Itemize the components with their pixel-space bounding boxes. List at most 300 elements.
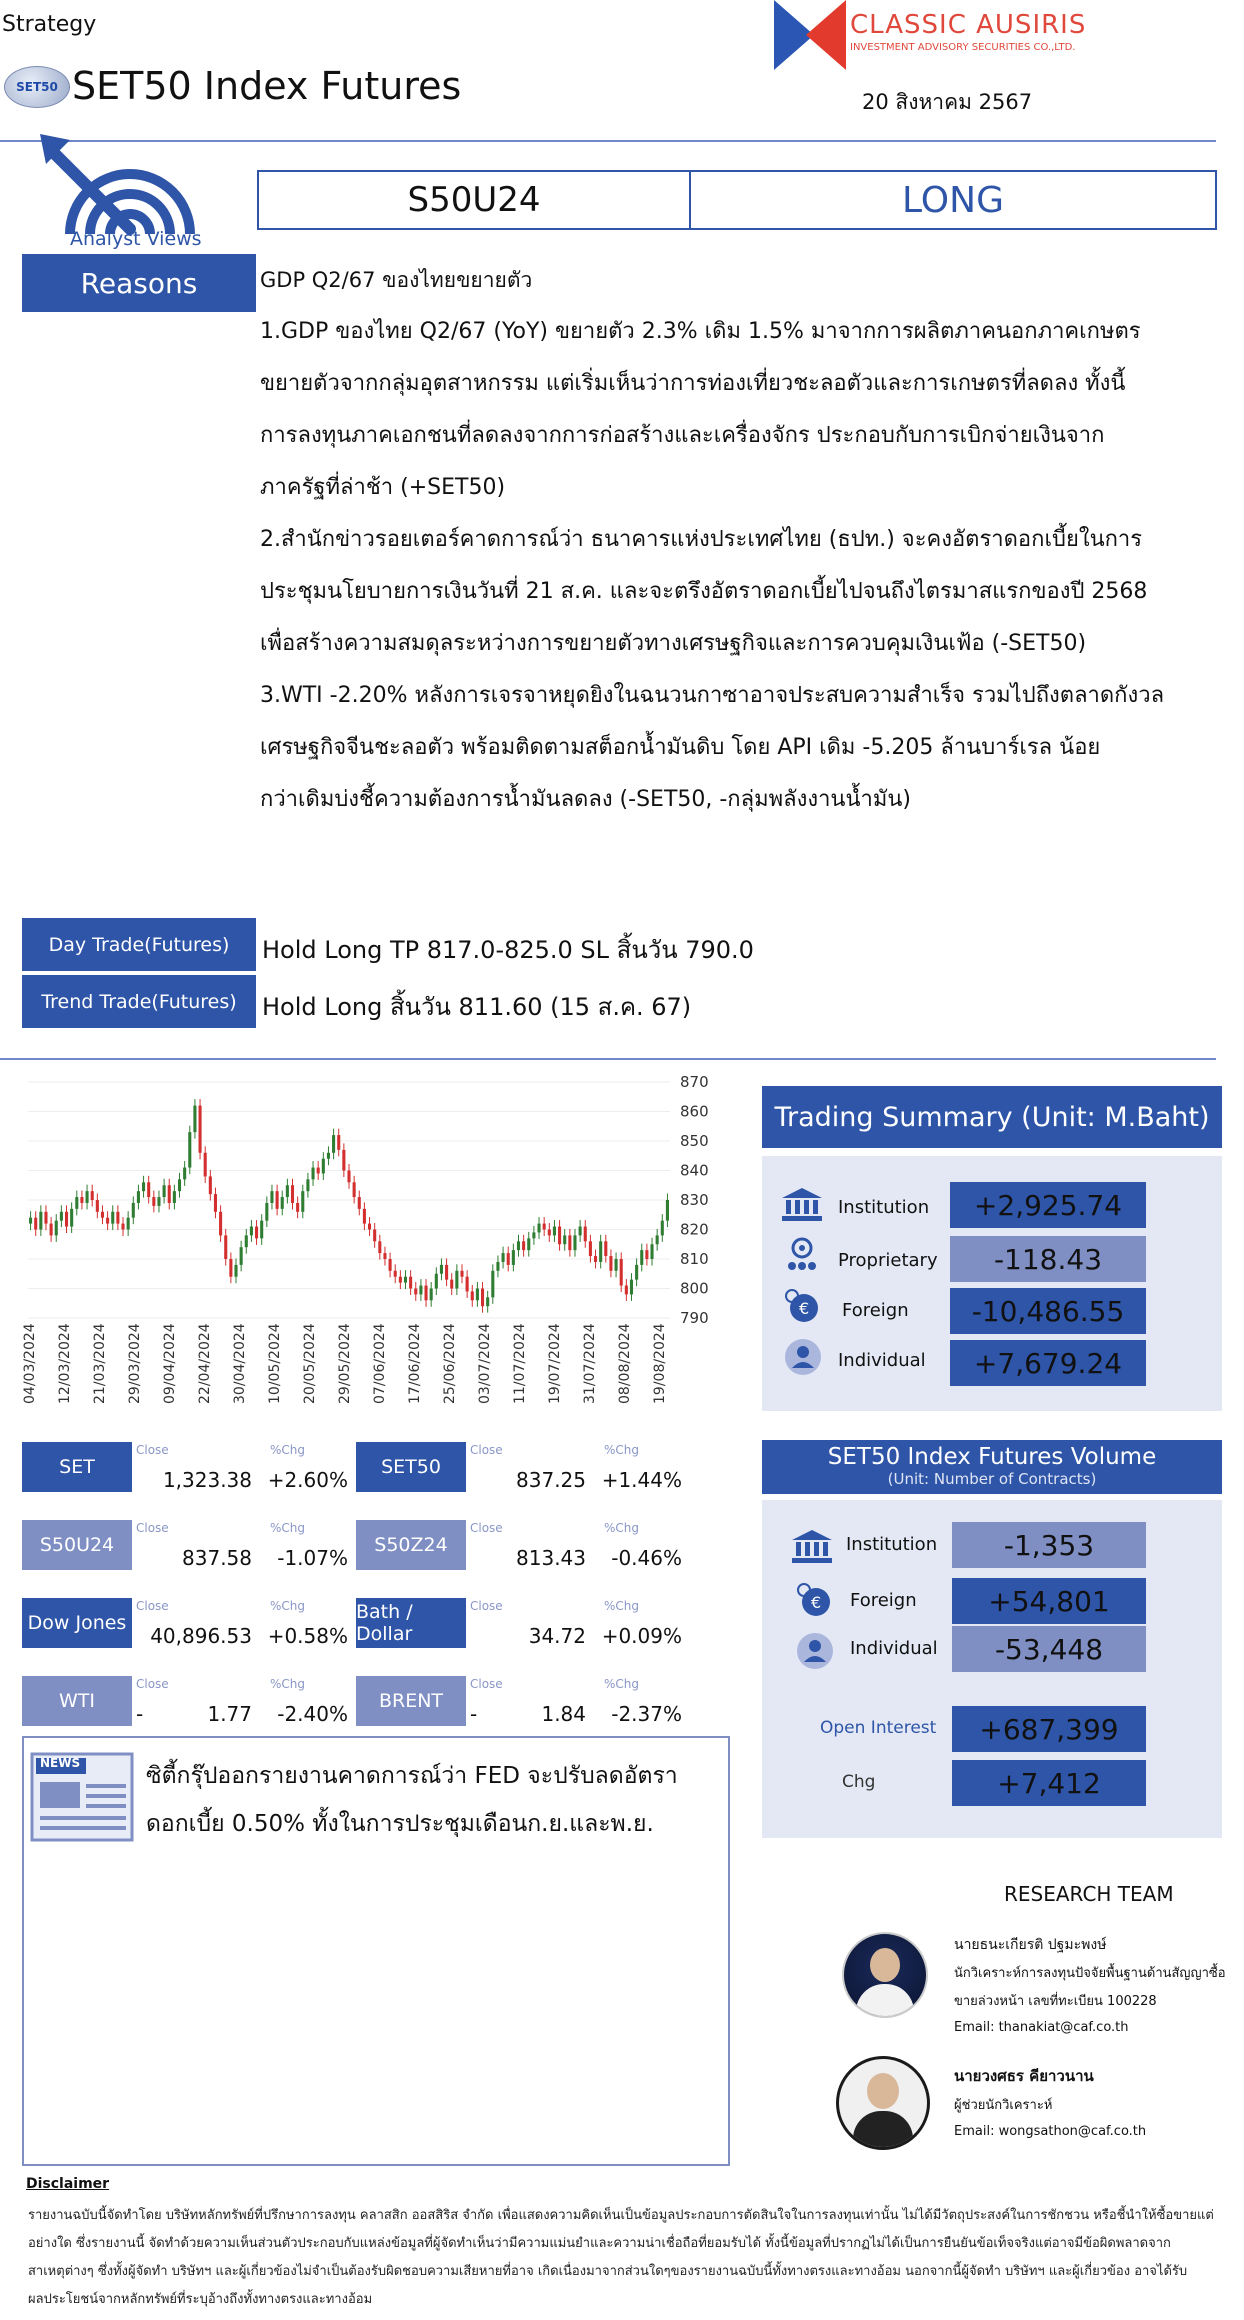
- candle-body: [430, 1289, 433, 1301]
- index-chg-value: -1.07%: [277, 1546, 348, 1570]
- candle-body: [363, 1209, 366, 1224]
- summary-individual-value: +7,679.24: [950, 1340, 1146, 1386]
- candle-body: [132, 1203, 135, 1218]
- member-2-name: นายวงศธร คียาวนาน: [954, 2067, 1094, 2085]
- summary-proprietary-value: -118.43: [950, 1236, 1146, 1282]
- candle-body: [260, 1221, 263, 1239]
- reason-line: GDP Q2/67 ของไทยขยายตัว: [260, 268, 533, 292]
- index-label: S50U24: [22, 1520, 132, 1570]
- chg-label: Chg: [842, 1772, 876, 1792]
- y-tick-label: 850: [680, 1132, 709, 1150]
- candle-body: [389, 1259, 392, 1271]
- candle-body: [466, 1277, 469, 1292]
- candle-body: [414, 1289, 417, 1295]
- candle-body: [517, 1241, 520, 1250]
- y-tick-label: 810: [680, 1250, 709, 1268]
- news-line-1: ซิตี้กรุ๊ปออกรายงานคาดการณ์ว่า FED จะปรับลดอัตรา: [146, 1763, 678, 1789]
- index-close-value: 813.43: [516, 1546, 586, 1570]
- x-tick-label: 29/03/2024: [127, 1323, 143, 1404]
- candle-body: [229, 1259, 232, 1277]
- candle: [630, 1273, 633, 1301]
- volume-individual-label: Individual: [850, 1638, 938, 1659]
- candle: [573, 1229, 576, 1257]
- candle: [476, 1282, 479, 1307]
- candle: [132, 1196, 135, 1224]
- candle: [188, 1126, 191, 1174]
- candle-body: [34, 1218, 37, 1230]
- candle-body: [111, 1212, 114, 1224]
- candle-body: [101, 1212, 104, 1218]
- y-tick-label: 860: [680, 1102, 709, 1121]
- candle: [270, 1185, 273, 1210]
- reason-line: เพื่อสร้างความสมดุลระหว่างการขยายตัวทางเศรษฐกิจและการควบคุมเงินเฟ้อ (-SET50): [260, 631, 1087, 656]
- candle: [460, 1264, 463, 1283]
- candle: [466, 1270, 469, 1298]
- candle: [147, 1176, 150, 1204]
- candle: [44, 1205, 47, 1230]
- candle: [347, 1164, 350, 1189]
- x-tick-label: 31/07/2024: [582, 1323, 598, 1404]
- candle-body: [399, 1277, 402, 1283]
- x-tick-label: 11/07/2024: [512, 1323, 528, 1404]
- volume-foreign-value: +54,801: [952, 1578, 1146, 1624]
- candle: [70, 1202, 73, 1233]
- research-team-title: RESEARCH TEAM: [1004, 1882, 1174, 1906]
- candle-body: [301, 1191, 304, 1212]
- candle: [507, 1247, 510, 1272]
- index-chg-value: -2.37%: [611, 1702, 682, 1726]
- candle: [517, 1235, 520, 1257]
- candle-body: [127, 1218, 130, 1230]
- candle-body: [594, 1256, 597, 1262]
- candle: [219, 1205, 222, 1242]
- candle-body: [65, 1212, 68, 1227]
- y-tick-label: 820: [680, 1220, 709, 1239]
- open-interest-label: Open Interest: [820, 1718, 937, 1738]
- chg-caption: %Chg: [604, 1521, 640, 1535]
- candle-body: [445, 1265, 448, 1280]
- candle-body: [496, 1262, 499, 1271]
- x-tick-label: 03/07/2024: [477, 1323, 493, 1404]
- candle: [599, 1235, 602, 1269]
- candle-body: [650, 1244, 653, 1259]
- reason-line: ขยายตัวจากกลุ่มอุตสาหกรรม แต่เริ่มเห็นว่าการท่องเที่ยวชะลอตัวและการเกษตรที่ลดลง ทั้งนี้: [260, 371, 1126, 396]
- candle-body: [640, 1250, 643, 1265]
- candle: [404, 1270, 407, 1289]
- candle: [615, 1253, 618, 1278]
- avatar-body: [853, 2111, 913, 2150]
- candle-body: [44, 1212, 47, 1224]
- candle-body: [219, 1212, 222, 1236]
- candle-body: [306, 1179, 309, 1191]
- candle: [543, 1217, 546, 1236]
- candle-body: [373, 1230, 376, 1242]
- candle: [29, 1211, 32, 1230]
- volume-individual-value: -53,448: [952, 1626, 1146, 1672]
- index-prefix: -: [136, 1702, 144, 1726]
- x-tick-label: 10/05/2024: [267, 1323, 283, 1404]
- open-interest-value: +687,399: [952, 1706, 1146, 1752]
- candle: [584, 1220, 587, 1248]
- candle-body: [537, 1224, 540, 1233]
- x-tick-label: 09/04/2024: [162, 1323, 178, 1404]
- candle: [260, 1214, 263, 1245]
- candle: [50, 1217, 53, 1242]
- candle-body: [327, 1153, 330, 1159]
- candle-body: [404, 1277, 407, 1283]
- trend-trade-label: Trend Trade(Futures): [22, 975, 256, 1028]
- candle-body: [29, 1218, 32, 1224]
- close-caption: Close: [470, 1677, 503, 1691]
- candle-body: [532, 1232, 535, 1238]
- close-caption: Close: [136, 1443, 169, 1457]
- index-close-value: 837.58: [182, 1546, 252, 1570]
- candle-body: [245, 1235, 248, 1247]
- trend-trade-text: Hold Long สิ้นวัน 811.60 (15 ส.ค. 67): [262, 993, 692, 1021]
- summary-institution-value: +2,925.74: [950, 1182, 1146, 1228]
- candle: [353, 1176, 356, 1204]
- candle: [157, 1191, 160, 1213]
- x-tick-label: 07/06/2024: [372, 1323, 388, 1404]
- candle: [383, 1247, 386, 1266]
- index-close-value: 1,323.38: [162, 1468, 252, 1492]
- candle-body: [440, 1265, 443, 1274]
- disclaimer-line: อย่างใด ซึ่งรายงานนี้ จัดทำด้วยความเห็นส่วนตัวประกอบกับแหล่งข้อมูลที่ผู้จัดทำเห็นว่ามีความแม่นยำและความน่าเชื่อถือที่ยอมรับได้ ทั้งนี้ข้อมูลที่ปรากฏไม่ได้เป็นการยืนยันข้อเท็จจริงแต่อาจมีข้อผิดพลาดจาก: [28, 2236, 1171, 2251]
- summary-institution-label: Institution: [838, 1197, 930, 1218]
- candle: [60, 1205, 63, 1227]
- candle: [666, 1194, 669, 1228]
- chg-caption: %Chg: [604, 1677, 640, 1691]
- candle: [301, 1185, 304, 1219]
- candle: [430, 1282, 433, 1307]
- candle: [414, 1282, 417, 1301]
- candle-body: [507, 1253, 510, 1265]
- candle: [435, 1267, 438, 1295]
- candle-body: [502, 1253, 505, 1262]
- index-chg-value: -0.46%: [611, 1546, 682, 1570]
- candle: [389, 1253, 392, 1278]
- candle: [121, 1217, 124, 1236]
- index-close-value: 837.25: [516, 1468, 586, 1492]
- candle: [152, 1191, 155, 1213]
- candle: [445, 1258, 448, 1286]
- reason-line: ภาครัฐที่ล่าช้า (+SET50): [260, 475, 506, 500]
- candle: [650, 1238, 653, 1266]
- candle: [537, 1217, 540, 1239]
- candle-body: [589, 1241, 592, 1256]
- candle-body: [250, 1227, 253, 1236]
- summary-foreign-value: -10,486.55: [950, 1288, 1146, 1334]
- x-tick-label: 19/08/2024: [652, 1323, 668, 1404]
- candle: [322, 1152, 325, 1180]
- reason-line: ประชุมนโยบายการเงินวันที่ 21 ส.ค. และจะตรึงอัตราดอกเบี้ยไปจนถึงไตรมาสแรกของปี 2568: [260, 579, 1148, 604]
- candle: [116, 1205, 119, 1230]
- candle-body: [563, 1235, 566, 1244]
- candle-body: [455, 1271, 458, 1289]
- candle-body: [142, 1182, 145, 1191]
- candle: [527, 1232, 530, 1257]
- index-prefix: -: [470, 1702, 478, 1726]
- candle: [255, 1220, 258, 1245]
- candle: [65, 1205, 68, 1233]
- close-caption: Close: [470, 1599, 503, 1613]
- candle-body: [604, 1241, 607, 1256]
- brand-subtitle: INVESTMENT ADVISORY SECURITIES CO.,LTD.: [850, 42, 1076, 53]
- candle-body: [419, 1286, 422, 1295]
- candle-body: [625, 1286, 628, 1295]
- candle: [532, 1226, 535, 1245]
- chg-caption: %Chg: [270, 1443, 306, 1457]
- signal-symbol: S50U24: [259, 172, 691, 228]
- candle: [137, 1185, 140, 1210]
- candle: [199, 1099, 202, 1159]
- institution-icon: [780, 1186, 824, 1222]
- index-close-value: 1.84: [541, 1702, 586, 1726]
- chg-caption: %Chg: [604, 1599, 640, 1613]
- y-tick-label: 800: [680, 1279, 709, 1298]
- candle-body: [450, 1280, 453, 1289]
- signal-box: [257, 170, 1217, 230]
- close-caption: Close: [470, 1443, 503, 1457]
- candle: [75, 1191, 78, 1216]
- candle-body: [86, 1191, 89, 1203]
- index-chg-value: +2.60%: [267, 1468, 348, 1492]
- candle: [455, 1264, 458, 1295]
- candle-body: [91, 1191, 94, 1200]
- candle-body: [527, 1238, 530, 1250]
- candle-body: [270, 1191, 273, 1203]
- candle: [440, 1258, 443, 1280]
- x-tick-label: 25/06/2024: [442, 1323, 458, 1404]
- foreign-icon: [782, 1286, 822, 1326]
- candle-body: [553, 1227, 556, 1236]
- set50-logo: [4, 66, 70, 108]
- index-label: WTI: [22, 1676, 132, 1726]
- foreign-icon: [794, 1580, 834, 1620]
- candle: [399, 1270, 402, 1289]
- reasons-label: Reasons: [22, 254, 256, 312]
- close-caption: Close: [136, 1677, 169, 1691]
- x-tick-label: 19/07/2024: [547, 1323, 563, 1404]
- avatar-face: [867, 2073, 899, 2109]
- candle-body: [204, 1153, 207, 1177]
- candle-body: [460, 1271, 463, 1277]
- candle-body: [435, 1274, 438, 1289]
- y-tick-label: 830: [680, 1191, 709, 1209]
- page-title: SET50 Index Futures: [72, 64, 462, 108]
- index-close-value: 34.72: [528, 1624, 586, 1648]
- x-tick-label: 17/06/2024: [407, 1323, 423, 1404]
- brand-logo-icon: [774, 0, 846, 70]
- set50-logo-text: SET50: [16, 80, 58, 94]
- candle: [80, 1191, 83, 1210]
- candle-body: [240, 1247, 243, 1265]
- candle: [635, 1258, 638, 1286]
- proprietary-icon: [782, 1236, 822, 1276]
- candle-body: [337, 1135, 340, 1150]
- chg-caption: %Chg: [604, 1443, 640, 1457]
- individual-icon: [796, 1632, 834, 1670]
- index-chg-value: -2.40%: [277, 1702, 348, 1726]
- disclaimer-line: สาเหตุต่างๆ ซึ่งทั้งผู้จัดทำ บริษัทฯ และผู้เกี่ยวข้องไม่จำเป็นต้องรับผิดชอบความเสียหายที่อาจ เกิดเนื่องมาจากส่วนใดๆของรายงานฉบับนี้ทั้งทางตรงและทางอ้อม นอกจากนี้ผู้จัดทำ บริษัทฯ และผู้เกี่ยวข้อง อาจได้รับ: [28, 2264, 1188, 2279]
- index-chg-value: +1.44%: [601, 1468, 682, 1492]
- candle: [368, 1217, 371, 1236]
- set50-candlestick-chart: [10, 1064, 750, 1434]
- candle: [558, 1220, 561, 1251]
- candle: [548, 1223, 551, 1242]
- candle-body: [96, 1200, 99, 1212]
- candle: [563, 1229, 566, 1251]
- candle: [127, 1211, 130, 1236]
- volume-foreign-label: Foreign: [850, 1590, 917, 1611]
- index-label: SET: [22, 1442, 132, 1492]
- candle: [502, 1247, 505, 1269]
- institution-icon: [790, 1528, 834, 1564]
- candle-body: [188, 1132, 191, 1167]
- disclaimer-title: Disclaimer: [26, 2176, 110, 2192]
- index-label: SET50: [356, 1442, 466, 1492]
- x-tick-label: 04/03/2024: [22, 1323, 38, 1404]
- trading-summary-title: Trading Summary (Unit: M.Baht): [762, 1086, 1222, 1148]
- avatar: [842, 1932, 928, 2018]
- candle-body: [178, 1179, 181, 1191]
- candle-body: [476, 1289, 479, 1301]
- candle: [594, 1250, 597, 1269]
- candle-body: [209, 1176, 212, 1194]
- candle: [229, 1253, 232, 1284]
- futures-volume-subtitle: (Unit: Number of Contracts): [887, 1470, 1097, 1488]
- candle: [209, 1170, 212, 1201]
- news-line-2: ดอกเบี้ย 0.50% ทั้งในการประชุมเดือนก.ย.และพ.ย.: [146, 1811, 654, 1837]
- candle: [142, 1176, 145, 1198]
- index-chg-value: +0.58%: [267, 1624, 348, 1648]
- x-tick-label: 29/05/2024: [337, 1323, 353, 1404]
- candle-body: [312, 1168, 315, 1180]
- candle-body: [568, 1235, 571, 1250]
- news-badge: NEWS: [40, 1756, 81, 1770]
- candle-body: [199, 1106, 202, 1153]
- individual-icon: [784, 1338, 822, 1376]
- candle: [106, 1211, 109, 1230]
- candle-body: [168, 1185, 171, 1203]
- candle-body: [512, 1250, 515, 1265]
- candle-body: [491, 1271, 494, 1298]
- candle: [55, 1214, 58, 1242]
- candle: [661, 1214, 664, 1242]
- candle-body: [173, 1191, 176, 1203]
- candle-body: [137, 1191, 140, 1203]
- category-label: Strategy: [2, 12, 97, 37]
- volume-institution-value: -1,353: [952, 1522, 1146, 1568]
- reason-line: 1.GDP ของไทย Q2/67 (YoY) ขยายตัว 2.3% เดิม 1.5% มาจากการผลิตภาคนอกภาคเกษตร: [260, 319, 1141, 344]
- member-2-email: Email: wongsathon@caf.co.th: [954, 2124, 1147, 2139]
- candle-body: [276, 1191, 279, 1209]
- candle-body: [214, 1194, 217, 1212]
- candle: [327, 1146, 330, 1165]
- member-1-role: นักวิเคราะห์การลงทุนปัจจัยพื้นฐานด้านสัญญาซื้อ: [954, 1966, 1226, 1981]
- candle-body: [630, 1280, 633, 1295]
- candle-body: [347, 1171, 350, 1183]
- candle: [240, 1241, 243, 1272]
- candle: [332, 1129, 335, 1160]
- candle: [424, 1279, 427, 1307]
- candle: [34, 1211, 37, 1236]
- volume-institution-label: Institution: [846, 1534, 938, 1555]
- candle: [358, 1191, 361, 1216]
- reason-line: การลงทุนภาคเอกชนที่ลดลงจากการก่อสร้างและเครื่องจักร ประกอบกับการเบิกจ่ายเงินจาก: [260, 423, 1105, 448]
- x-tick-label: 20/05/2024: [302, 1323, 318, 1404]
- candle: [224, 1229, 227, 1266]
- reason-line: กว่าเดิมบ่งชี้ความต้องการน้ำมันลดลง (-SET50, -กลุ่มพลังงานน้ำมัน): [260, 787, 911, 812]
- candle: [589, 1235, 592, 1263]
- candle-body: [409, 1277, 412, 1289]
- candle: [39, 1205, 42, 1236]
- candle: [168, 1179, 171, 1210]
- chg-value: +7,412: [952, 1760, 1146, 1806]
- candle: [656, 1229, 659, 1251]
- candle-body: [620, 1259, 623, 1286]
- candle-body: [281, 1197, 284, 1209]
- chg-caption: %Chg: [270, 1677, 306, 1691]
- candle: [234, 1258, 237, 1283]
- candle-body: [342, 1150, 345, 1171]
- candle-body: [193, 1106, 196, 1133]
- candle-body: [80, 1197, 83, 1203]
- candle-body: [39, 1212, 42, 1230]
- candle: [265, 1196, 268, 1227]
- day-trade-label: Day Trade(Futures): [22, 918, 256, 971]
- candle-body: [234, 1265, 237, 1277]
- candle-body: [322, 1159, 325, 1174]
- candle-body: [224, 1235, 227, 1259]
- y-tick-label: 840: [680, 1161, 709, 1180]
- candle-body: [548, 1230, 551, 1236]
- candle-body: [486, 1297, 489, 1306]
- member-1-name: นายธนะเกียรติ ปฐมะพงษ์: [954, 1937, 1107, 1953]
- candle: [645, 1244, 648, 1266]
- candle-body: [286, 1185, 289, 1197]
- candle: [101, 1205, 104, 1224]
- candle: [193, 1099, 196, 1139]
- candle-body: [60, 1212, 63, 1221]
- candle: [625, 1279, 628, 1301]
- y-tick-label: 870: [680, 1073, 709, 1091]
- chg-caption: %Chg: [270, 1521, 306, 1535]
- candle: [214, 1188, 217, 1219]
- index-chg-value: +0.09%: [601, 1624, 682, 1648]
- x-tick-label: 30/04/2024: [232, 1323, 248, 1404]
- index-close-value: 1.77: [207, 1702, 252, 1726]
- candle-body: [579, 1227, 582, 1236]
- candle: [378, 1235, 381, 1260]
- index-close-value: 40,896.53: [150, 1624, 252, 1648]
- candle: [204, 1146, 207, 1183]
- candle-body: [152, 1197, 155, 1206]
- candle-body: [481, 1289, 484, 1307]
- candle-body: [543, 1224, 546, 1230]
- candle-body: [661, 1221, 664, 1236]
- close-caption: Close: [136, 1521, 169, 1535]
- candle-body: [296, 1203, 299, 1212]
- candle: [363, 1202, 366, 1230]
- candle: [486, 1291, 489, 1313]
- candle: [568, 1229, 571, 1257]
- candle-body: [183, 1168, 186, 1180]
- index-label: BRENT: [356, 1676, 466, 1726]
- candle: [342, 1143, 345, 1177]
- candle: [111, 1205, 114, 1230]
- chg-caption: %Chg: [270, 1599, 306, 1613]
